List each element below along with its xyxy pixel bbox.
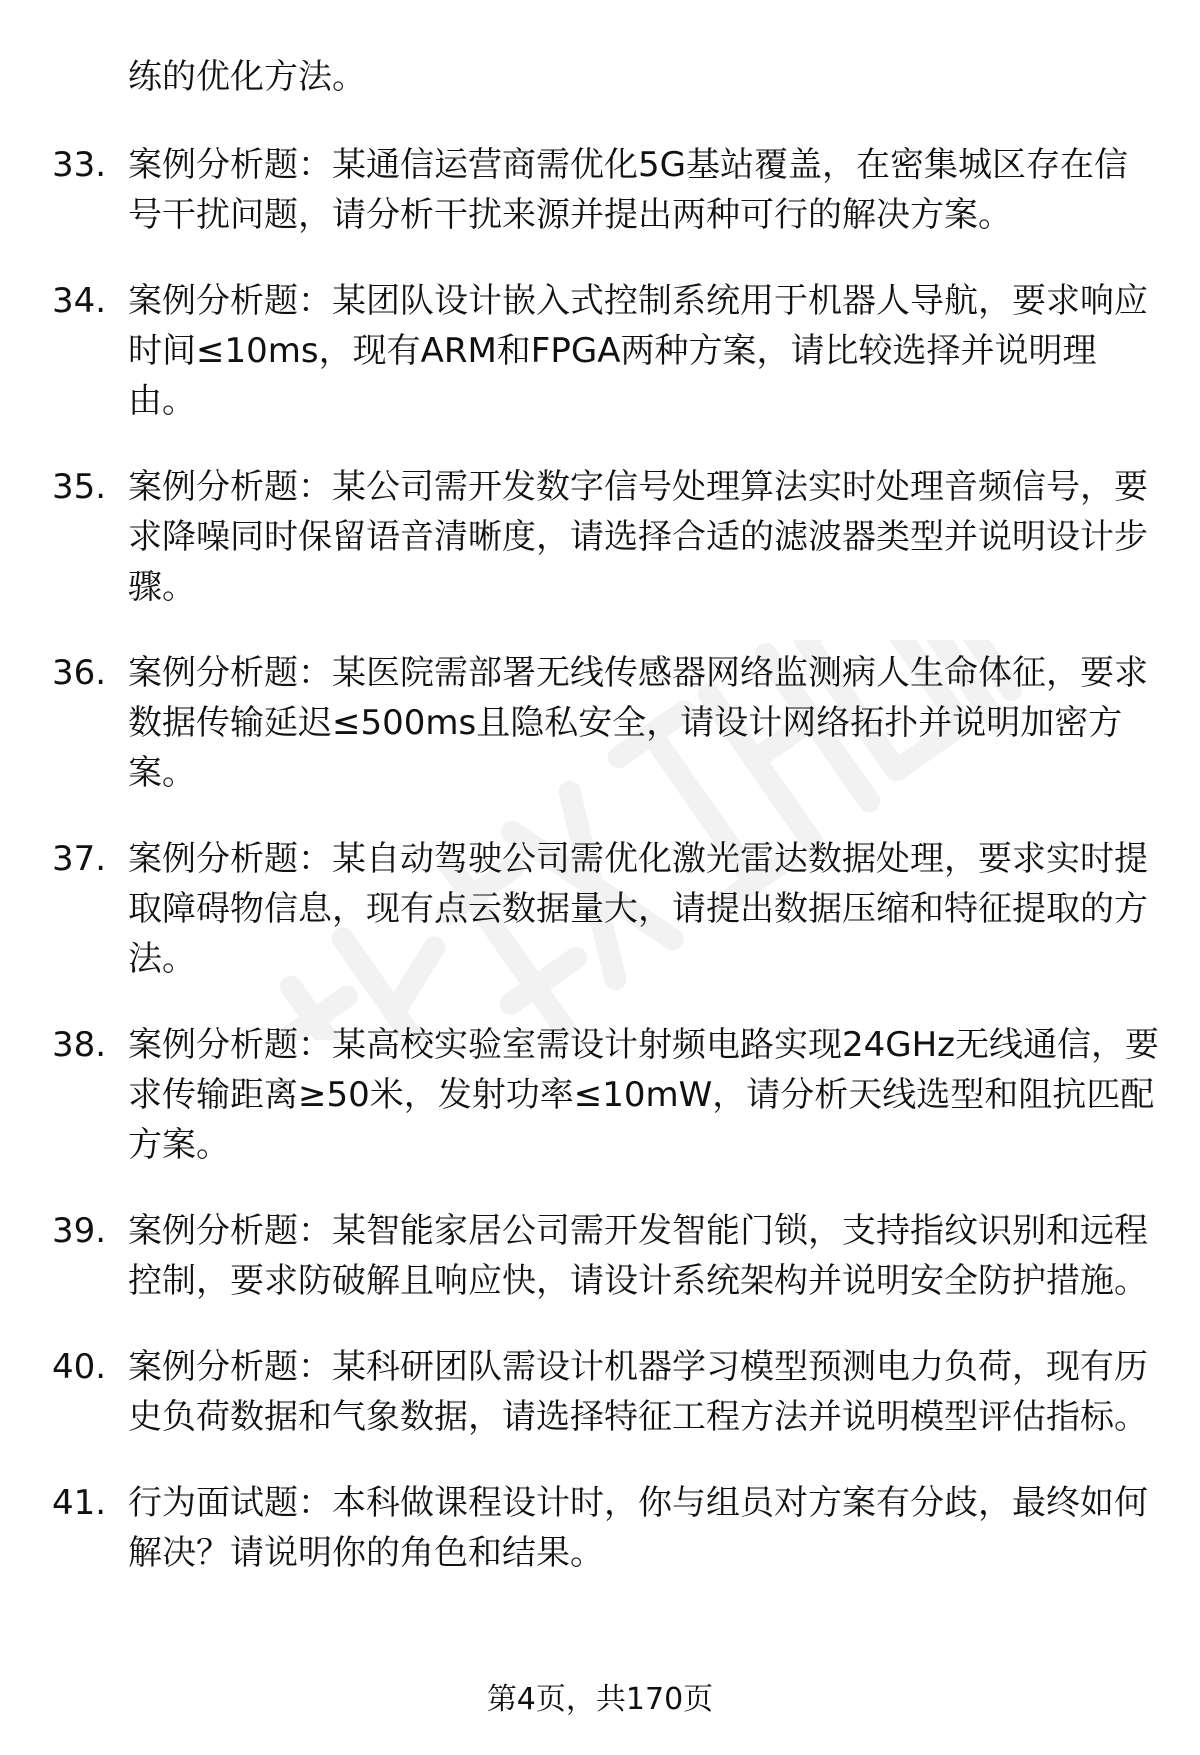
item-number: 37. [52, 839, 107, 879]
list-item [0, 140, 1200, 240]
item-text: 行为面试题：本科做课程设计时，你与组员对方案有分歧，最终如何解决？请说明你的角色和结果。 [128, 1483, 1148, 1573]
item-text: 案例分析题：某团队设计嵌入式控制系统用于机器人导航，要求响应时间≤10ms，现有ARM和FPGA两种方案，请比较选择并说明理由。 [128, 281, 1148, 421]
page-footer: 第4页，共170页 [486, 1682, 714, 1717]
item-number: 35. [52, 467, 107, 507]
item-text: 案例分析题：某智能家居公司需开发智能门锁，支持指纹识别和远程控制，要求防破解且响应快，请设计系统架构并说明安全防护措施。 [128, 1211, 1148, 1301]
list-item [0, 1206, 1200, 1306]
item-text: 案例分析题：某科研团队需设计机器学习模型预测电力负荷，现有历史负荷数据和气象数据，请选择特征工程方法并说明模型评估指标。 [128, 1347, 1148, 1437]
item-text: 案例分析题：某自动驾驶公司需优化激光雷达数据处理，要求实时提取障碍物信息，现有点云数据量大，请提出数据压缩和特征提取的方法。 [128, 839, 1148, 979]
list-item [0, 276, 1200, 426]
item-number: 34. [52, 281, 107, 321]
item-text: 案例分析题：某高校实验室需设计射频电路实现24GHz无线通信，要求传输距离≥50米，发射功率≤10mW，请分析天线选型和阻抗匹配方案。 [128, 1025, 1160, 1165]
list-item [0, 1478, 1200, 1578]
item-number: 33. [52, 145, 107, 185]
item-number: 36. [52, 653, 107, 693]
item-text: 案例分析题：某医院需部署无线传感器网络监测病人生命体征，要求数据传输延迟≤500ms且隐私安全，请设计网络拓扑并说明加密方案。 [128, 653, 1148, 793]
list-item [0, 1342, 1200, 1442]
list-item [0, 834, 1200, 984]
list-item [0, 648, 1200, 798]
question-list [0, 140, 1200, 1614]
item-number: 40. [52, 1347, 107, 1387]
list-item [0, 1020, 1200, 1170]
item-number: 39. [52, 1211, 107, 1251]
item-number: 38. [52, 1025, 107, 1065]
continuation-text: 练的优化方法。 [128, 57, 366, 97]
item-text: 案例分析题：某通信运营商需优化5G基站覆盖，在密集城区存在信号干扰问题，请分析干扰来源并提出两种可行的解决方案。 [128, 145, 1128, 235]
item-number: 41. [52, 1483, 107, 1523]
item-text: 案例分析题：某公司需开发数字信号处理算法实时处理音频信号，要求降噪同时保留语音清晰度，请选择合适的滤波器类型并说明设计步骤。 [128, 467, 1148, 607]
list-item [0, 462, 1200, 612]
